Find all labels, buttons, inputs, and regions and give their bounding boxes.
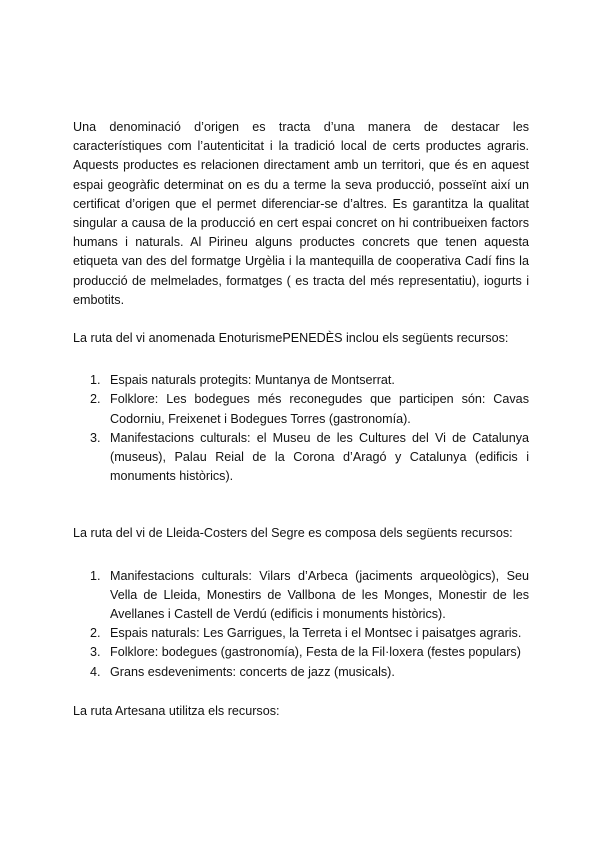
list-number: 4. — [90, 664, 101, 679]
artesana-heading: La ruta Artesana utilitza els recursos: — [73, 703, 280, 718]
list-item — [73, 567, 529, 625]
list-number: 1. — [90, 568, 101, 583]
list-item — [73, 643, 529, 662]
list-item — [73, 390, 529, 428]
list-item-text: Folklore: bodegues (gastronomía), Festa de la Fil·loxera (festes populars) — [110, 645, 521, 660]
lleida-list — [73, 567, 529, 682]
list-number: 2. — [90, 392, 101, 407]
penedes-list — [73, 371, 529, 486]
list-number: 3. — [90, 430, 101, 445]
list-number: 1. — [90, 373, 101, 388]
document-page — [73, 118, 529, 721]
list-item — [73, 624, 529, 643]
intro-paragraph: Una denominació d’origen es tracta d’una manera de destacar les característiques com l’autenticitat i la tradició local de certs productes agraris. Aquests productes es relacionen directament amb un territori, que és en aquest espai geogràfic determinat on es du a terme la seva producció, posseïnt així un certificat d’origen que el permet diferenciar-se d’altres. Es garantitza la qualitat singular a causa de la producció en cert espai concret on hi contribueixen factors humans i naturals. Al Pirineu alguns productes concrets que tenen aquesta etiqueta van des del formatge Urgèlia i la mantequilla de cooperativa Cadí fins la producció de melmelades, formatges ( es tracta del més representatiu), iogurts i embotits. — [73, 120, 529, 307]
list-number: 2. — [90, 626, 101, 641]
list-item — [73, 371, 529, 390]
list-number: 3. — [90, 645, 101, 660]
list-item — [73, 663, 529, 682]
list-item-text: Folklore: Les bodegues més reconegudes que participen són: Cavas Codorniu, Freixenet i Bodegues Torres (gastronomía). — [110, 392, 529, 426]
list-item-text: Espais naturals protegits: Muntanya de Montserrat. — [110, 373, 395, 388]
list-item-text: Espais naturals: Les Garrigues, la Terreta i el Montsec i paisatges agraris. — [110, 626, 522, 641]
list-item-text: Manifestacions culturals: el Museu de les Cultures del Vi de Catalunya (museus), Palau Reial de la Corona d’Aragó y Catalunya (edificis i monuments històrics). — [110, 430, 529, 484]
list-item-text: Grans esdeveniments: concerts de jazz (musicals). — [110, 664, 395, 679]
penedes-heading: La ruta del vi anomenada EnoturismePENEDÈS inclou els següents recursos: — [73, 331, 509, 346]
list-item — [73, 429, 529, 487]
lleida-heading: La ruta del vi de Lleida-Costers del Segre es composa dels següents recursos: — [73, 526, 513, 541]
list-item-text: Manifestacions culturals: Vilars d’Arbeca (jaciments arqueològics), Seu Vella de Lleida, Monestirs de Vallbona de les Monges, Monestir de les Avellanes i Castell de Verdú (edificis i monuments històrics). — [110, 568, 529, 622]
